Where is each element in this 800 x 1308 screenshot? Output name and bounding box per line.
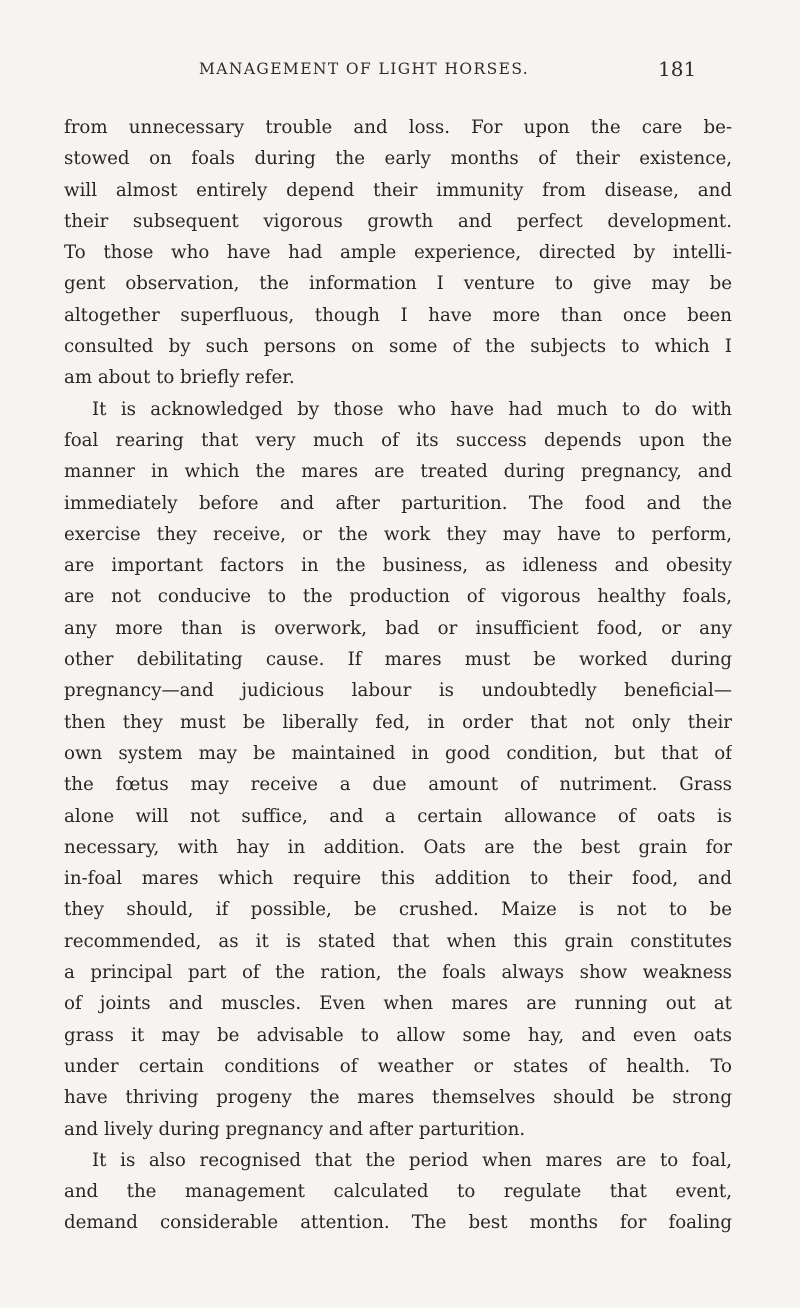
body-text bbox=[64, 112, 732, 1239]
text-line: the fœtus may receive a due amount of nutriment. Grass bbox=[64, 774, 732, 796]
text-line: then they must be liberally fed, in order that not only their bbox=[64, 711, 732, 733]
text-line: altogether superfluous, though I have more than once been bbox=[64, 304, 732, 326]
text-line: It is also recognised that the period when mares are to foal, bbox=[92, 1149, 732, 1171]
text-line: It is acknowledged by those who have had much to do with bbox=[92, 398, 732, 420]
text-line: a principal part of the ration, the foals always show weakness bbox=[64, 962, 732, 984]
text-line: foal rearing that very much of its success depends upon the bbox=[64, 429, 732, 451]
text-line: are not conducive to the production of vigorous healthy foals, bbox=[64, 586, 732, 608]
text-line: and lively during pregnancy and after parturition. bbox=[64, 1118, 526, 1140]
text-line: in-foal mares which require this addition to their food, and bbox=[64, 868, 732, 890]
text-line: will almost entirely depend their immunity from disease, and bbox=[64, 179, 732, 201]
text-line: pregnancy—and judicious labour is undoubtedly beneficial— bbox=[64, 680, 732, 702]
page-number: 181 bbox=[658, 57, 697, 81]
text-line: necessary, with hay in addition. Oats are the best grain for bbox=[64, 836, 732, 858]
text-line: are important factors in the business, as idleness and obesity bbox=[64, 555, 732, 577]
text-line: any more than is overwork, bad or insufficient food, or any bbox=[64, 617, 732, 639]
text-line: immediately before and after parturition. The food and the bbox=[64, 492, 732, 514]
text-line: their subsequent vigorous growth and perfect development. bbox=[64, 210, 732, 232]
text-line: they should, if possible, be crushed. Maize is not to be bbox=[64, 899, 732, 921]
text-line: alone will not suffice, and a certain allowance of oats is bbox=[64, 805, 732, 827]
text-line: have thriving progeny the mares themselves should be strong bbox=[64, 1087, 732, 1109]
text-line: am about to briefly refer. bbox=[64, 367, 295, 389]
text-line: consulted by such persons on some of the subjects to which I bbox=[64, 336, 732, 358]
text-line: exercise they receive, or the work they may have to perform, bbox=[64, 523, 732, 545]
text-line: To those who have had ample experience, directed by intelli- bbox=[64, 242, 732, 264]
text-line: manner in which the mares are treated during pregnancy, and bbox=[64, 461, 732, 483]
text-line: and the management calculated to regulate that event, bbox=[64, 1181, 732, 1203]
text-line: own system may be maintained in good condition, but that of bbox=[64, 742, 732, 764]
running-title: MANAGEMENT OF LIGHT HORSES. bbox=[199, 60, 530, 78]
text-line: other debilitating cause. If mares must be worked during bbox=[64, 649, 732, 671]
text-line: of joints and muscles. Even when mares are running out at bbox=[64, 993, 732, 1015]
text-line: recommended, as it is stated that when this grain constitutes bbox=[64, 930, 732, 952]
text-line: demand considerable attention. The best months for foaling bbox=[64, 1212, 732, 1234]
text-line: gent observation, the information I venture to give may be bbox=[64, 273, 732, 295]
running-head bbox=[0, 57, 800, 90]
text-line: under certain conditions of weather or states of health. To bbox=[64, 1055, 732, 1077]
text-line: stowed on foals during the early months of their existence, bbox=[64, 148, 732, 170]
text-line: from unnecessary trouble and loss. For upon the care be- bbox=[64, 117, 732, 138]
text-line: grass it may be advisable to allow some hay, and even oats bbox=[64, 1024, 732, 1046]
